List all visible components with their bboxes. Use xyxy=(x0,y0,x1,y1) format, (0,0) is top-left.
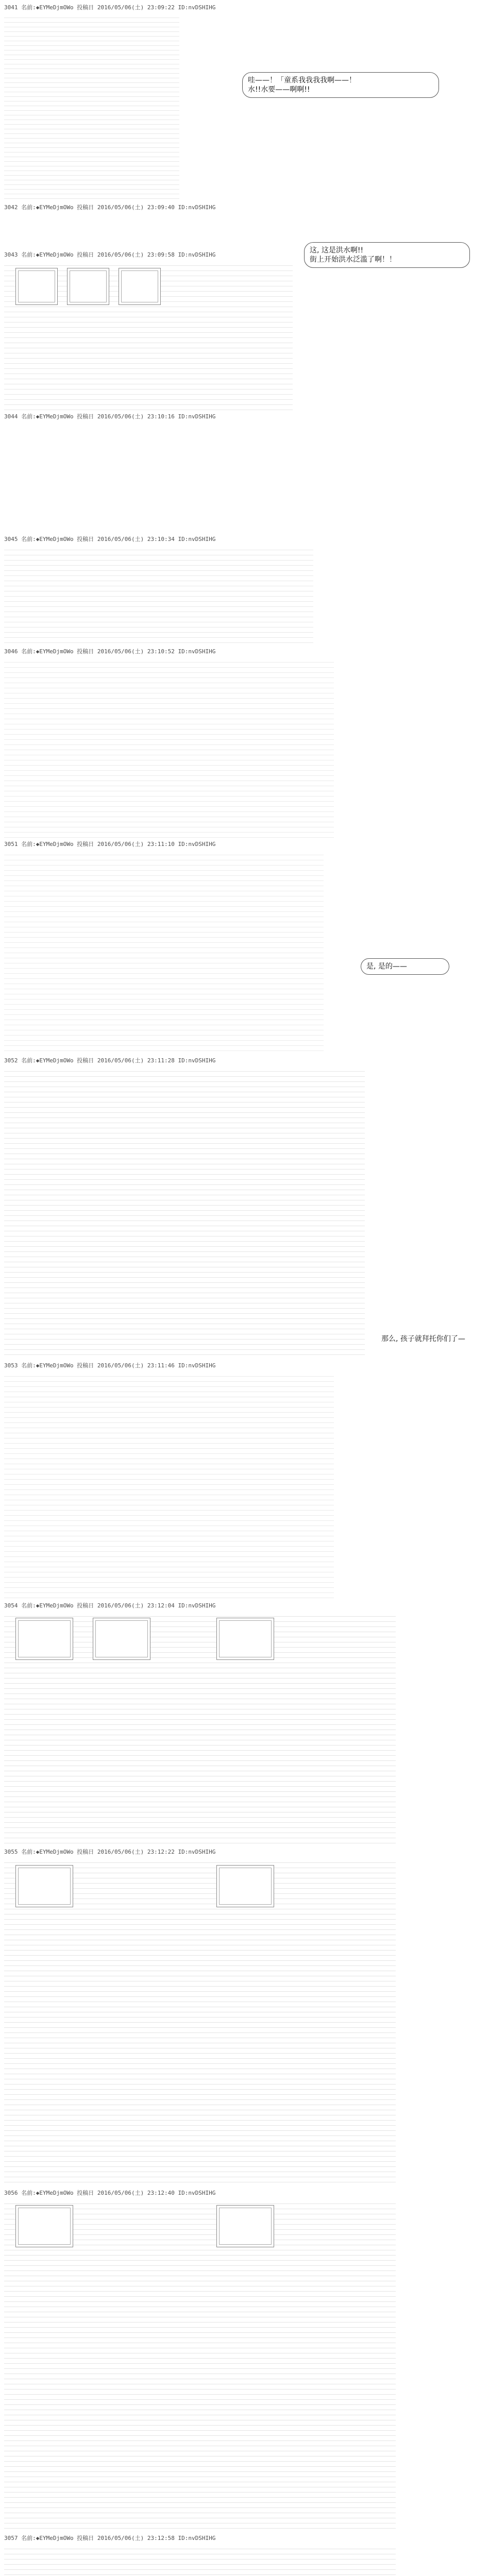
post-header-3: 3043 名前:◆EYMeDjmOWo 投稿日 2016/05/06(土) 23:09:58 ID:nvDSHIHG xyxy=(4,251,216,258)
post-header-6: 3046 名前:◆EYMeDjmOWo 投稿日 2016/05/06(土) 23:10:52 ID:nvDSHIHG xyxy=(4,648,216,655)
window-frame xyxy=(216,2205,274,2247)
post-header-11: 3055 名前:◆EYMeDjmOWo 投稿日 2016/05/06(土) 23:12:22 ID:nvDSHIHG xyxy=(4,1849,216,1855)
speech-line: 街上开始洪水泛滥了啊！！ xyxy=(310,256,396,264)
speech-bubble-2 xyxy=(304,242,470,268)
window-frame xyxy=(216,1865,274,1907)
ascii-art-town-windows-5 xyxy=(4,2544,396,2576)
window-frame xyxy=(67,268,109,305)
window-frame xyxy=(15,268,58,305)
ascii-art-desk-scene xyxy=(4,657,334,838)
post-header-12: 3056 名前:◆EYMeDjmOWo 投稿日 2016/05/06(土) 23:12:40 ID:nvDSHIHG xyxy=(4,2190,216,2196)
window-frame xyxy=(216,1618,274,1660)
post-header-10: 3054 名前:◆EYMeDjmOWo 投稿日 2016/05/06(土) 23:12:04 ID:nvDSHIHG xyxy=(4,1602,216,1609)
speech-line: 水!!水要——啊啊!! xyxy=(248,86,310,94)
post-header-7: 3051 名前:◆EYMeDjmOWo 投稿日 2016/05/06(土) 23:11:10 ID:nvDSHIHG xyxy=(4,841,216,848)
post-header-8: 3052 名前:◆EYMeDjmOWo 投稿日 2016/05/06(土) 23:11:28 ID:nvDSHIHG xyxy=(4,1057,216,1064)
speech-line: 哇——！「童系我我我我啊——！ xyxy=(248,76,356,84)
speech-bubble-1 xyxy=(242,72,439,98)
window-frame xyxy=(15,1618,73,1660)
ascii-art-arm-closeup xyxy=(4,850,324,1051)
window-frame xyxy=(15,2205,73,2247)
speech-line: 这, 这是洪水啊!! xyxy=(310,246,364,255)
ascii-art-room-scene-1 xyxy=(4,545,313,643)
window-frame xyxy=(93,1618,150,1660)
post-header-2: 3042 名前:◆EYMeDjmOWo 投稿日 2016/05/06(土) 23:09:40 ID:nvDSHIHG xyxy=(4,204,216,211)
post-header-9: 3053 名前:◆EYMeDjmOWo 投稿日 2016/05/06(土) 23:11:46 ID:nvDSHIHG xyxy=(4,1362,216,1369)
window-frame xyxy=(15,1865,73,1907)
caption-1: 那么, 孩子就拜托你们了— xyxy=(381,1335,465,1343)
post-header-4: 3044 名前:◆EYMeDjmOWo 投稿日 2016/05/06(土) 23:10:16 ID:nvDSHIHG xyxy=(4,413,216,420)
ascii-art-rain-scene xyxy=(4,13,179,199)
ascii-art-character-portrait xyxy=(4,1066,365,1355)
ascii-art-town-windows-4 xyxy=(4,2199,396,2529)
post-header-13: 3057 名前:◆EYMeDjmOWo 投稿日 2016/05/06(土) 23:12:58 ID:nvDSHIHG xyxy=(4,2535,216,2541)
post-header-5: 3045 名前:◆EYMeDjmOWo 投稿日 2016/05/06(土) 23:10:34 ID:nvDSHIHG xyxy=(4,536,216,543)
speech-line: 是, 是的—— xyxy=(366,962,407,971)
speech-bubble-3 xyxy=(361,958,449,975)
window-frame xyxy=(119,268,161,305)
post-header-1: 3041 名前:◆EYMeDjmOWo 投稿日 2016/05/06(土) 23:09:22 ID:nvDSHIHG xyxy=(4,4,216,11)
ascii-art-room-scene-2 xyxy=(4,1371,334,1598)
